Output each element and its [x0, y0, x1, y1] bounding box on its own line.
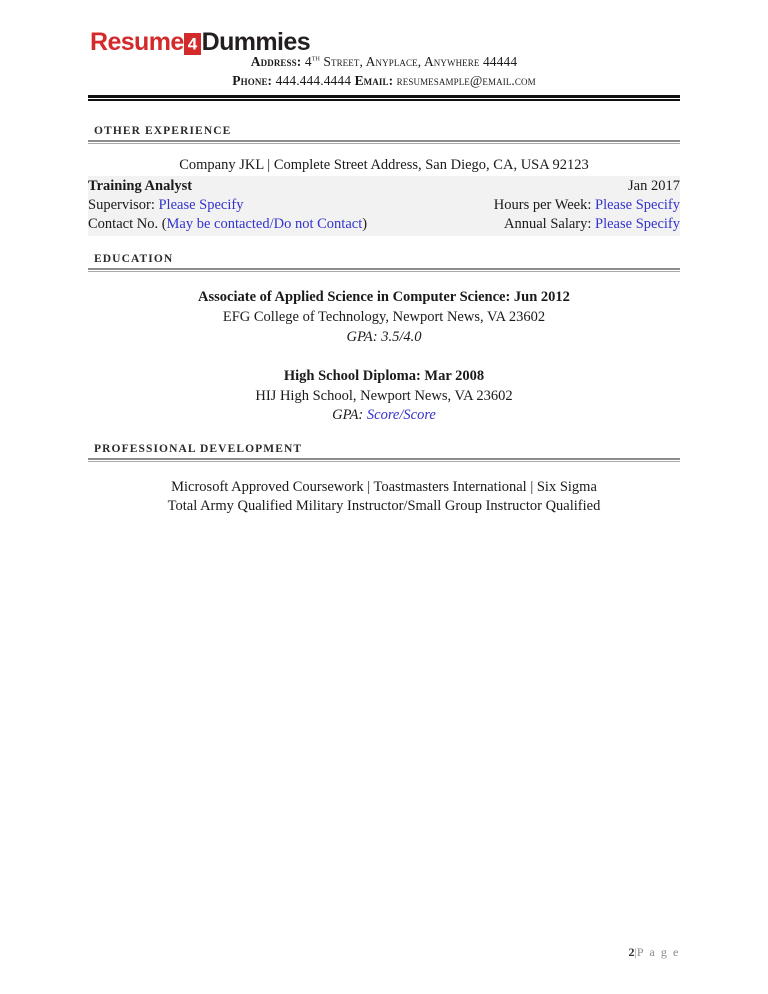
- experience-contact-label: Contact No. (: [88, 216, 167, 233]
- experience-supervisor-label: Supervisor:: [88, 197, 155, 214]
- experience-row-contact-salary: [88, 215, 680, 234]
- education-entry: [88, 288, 680, 347]
- experience-hours-value[interactable]: Please Specify: [595, 197, 680, 214]
- experience-contact-label-close: ): [362, 216, 368, 233]
- logo-text-resume: Resume: [90, 28, 184, 56]
- professional-development-line: Total Army Qualified Military Instructor/Small Group Instructor Qualified: [167, 498, 601, 515]
- experience-job-title: Training Analyst: [88, 178, 193, 195]
- address-rest: Street, Anyplace, Anywhere 44444: [323, 54, 518, 69]
- education-gpa: [88, 328, 680, 348]
- education-gpa-label: GPA:: [332, 407, 367, 424]
- experience-supervisor-field: [88, 196, 243, 215]
- section-title-education: EDUCATION: [94, 253, 174, 266]
- footer-page-number: 2: [628, 945, 635, 959]
- address-street-number: 4: [304, 54, 312, 69]
- education-school: EFG College of Technology, Newport News, VA 23602: [222, 309, 546, 326]
- address-ordinal-suffix: th: [311, 53, 320, 63]
- experience-hours-label: Hours per Week:: [493, 197, 592, 214]
- logo-four-glyph: 4: [187, 34, 197, 54]
- logo-four-badge-icon: [184, 33, 201, 55]
- experience-salary-field: [504, 215, 680, 234]
- logo-text-dummies: Dummies: [201, 28, 311, 56]
- experience-supervisor-value[interactable]: Please Specify: [158, 197, 244, 214]
- document-header: [88, 0, 680, 101]
- education-gpa-label: GPA:: [346, 328, 382, 345]
- section-professional-development: [88, 443, 680, 517]
- education-degree: Associate of Applied Science in Computer Science: Jun 2012: [198, 289, 570, 306]
- experience-contact-value[interactable]: May be contacted/Do not Contact: [166, 216, 363, 233]
- page-footer: [629, 945, 681, 960]
- section-rule-education: [88, 268, 680, 272]
- professional-development-body: [88, 478, 680, 517]
- section-education: [88, 253, 680, 425]
- education-gpa: [88, 406, 680, 426]
- experience-hours-field: [494, 196, 680, 215]
- header-phone-email-line: [88, 72, 680, 91]
- phone-value: 444.444.4444: [275, 72, 352, 88]
- email-label: Email:: [354, 72, 394, 88]
- experience-salary-value[interactable]: Please Specify: [595, 216, 680, 233]
- section-title-other-experience: OTHER EXPERIENCE: [94, 125, 232, 138]
- header-divider-rule: [88, 95, 680, 101]
- experience-row-supervisor-hours: [88, 196, 680, 215]
- email-value: resumesample@email.com: [396, 72, 536, 88]
- section-rule-other-experience: [88, 140, 680, 144]
- experience-salary-label: Annual Salary:: [504, 216, 592, 233]
- experience-row-title-date: [88, 177, 680, 196]
- section-rule-professional-development: [88, 458, 680, 462]
- address-label: Address:: [250, 54, 302, 69]
- section-title-professional-development: PROFESSIONAL DEVELOPMENT: [94, 442, 303, 455]
- phone-label: Phone:: [232, 72, 273, 88]
- education-gpa-value: 3.5/4.0: [381, 328, 422, 345]
- brand-logo: [90, 30, 680, 55]
- professional-development-line: Microsoft Approved Coursework | Toastmasters International | Six Sigma: [171, 478, 597, 495]
- experience-date: Jan 2017: [628, 178, 680, 195]
- experience-detail-block: [88, 176, 680, 236]
- education-entry: [88, 367, 680, 426]
- footer-separator: |: [634, 945, 637, 959]
- footer-page-word: P a g e: [636, 945, 680, 959]
- section-other-experience: [88, 125, 680, 236]
- education-school: HIJ High School, Newport News, VA 23602: [255, 387, 513, 404]
- education-degree: High School Diploma: Mar 2008: [283, 368, 485, 385]
- experience-contact-field: [88, 215, 367, 234]
- experience-company-line: Company JKL | Complete Street Address, San Diego, CA, USA 92123: [179, 157, 589, 174]
- education-gpa-value[interactable]: Score/Score: [366, 407, 436, 424]
